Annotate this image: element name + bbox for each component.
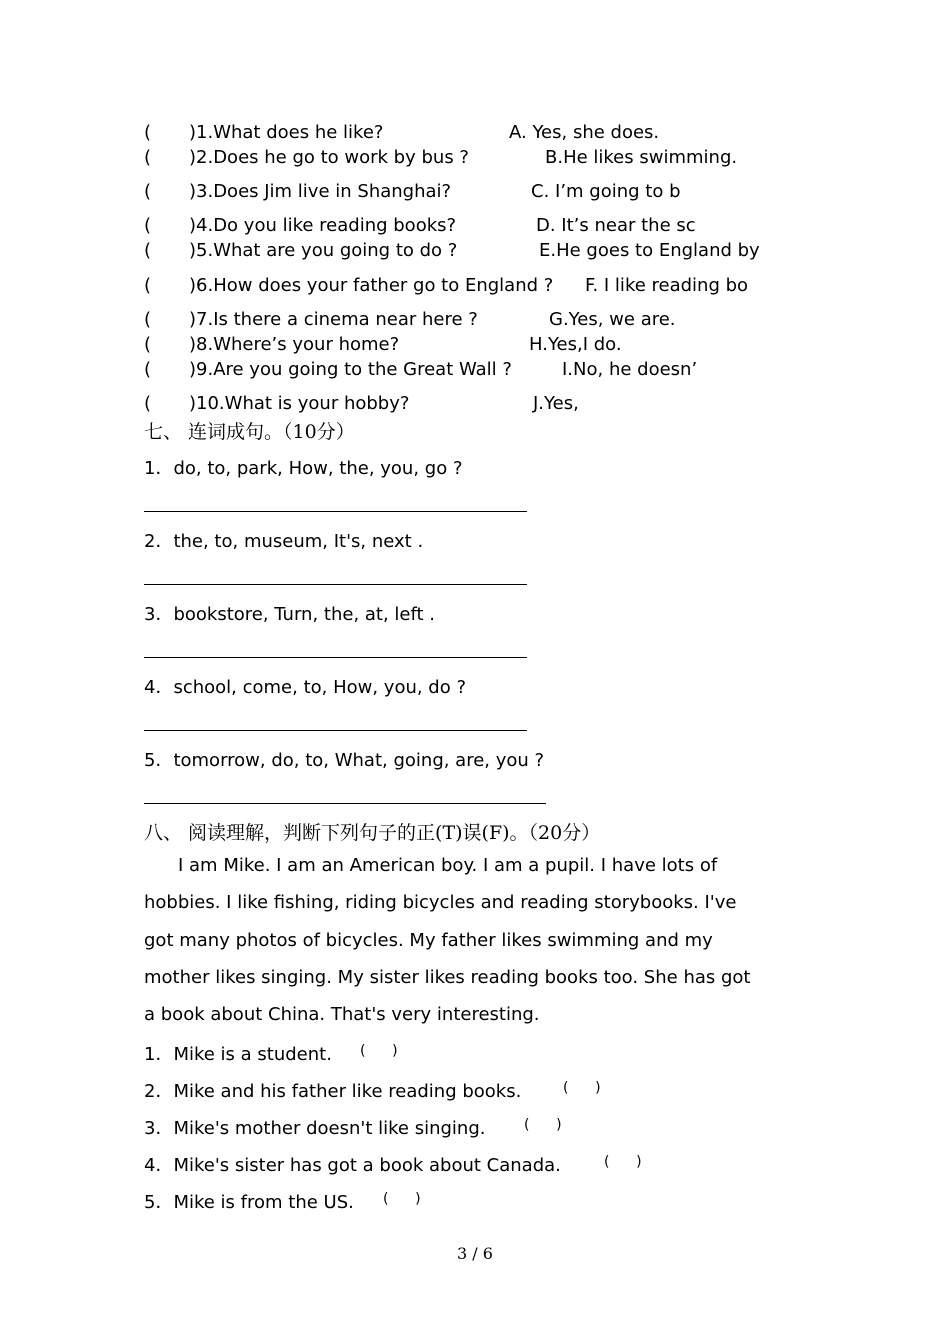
matching-answer: D. It’s near the sc (536, 215, 696, 236)
passage-line: a book about China. That's very interesting. (144, 1004, 540, 1025)
sentence-prompt: 2．the, to, museum, It's, next . (144, 531, 424, 552)
question-text: 5．Mike is from the US. (144, 1192, 354, 1213)
answer-paren[interactable]: ( (144, 240, 152, 261)
answer-paren[interactable]: ( (144, 393, 152, 414)
answer-line[interactable] (144, 584, 527, 585)
passage-line: got many photos of bicycles. My father likes swimming and my (144, 930, 713, 951)
answer-paren[interactable]: ( (144, 147, 152, 168)
passage-line: hobbies. I like fishing, riding bicycles and reading storybooks. I've (144, 892, 737, 913)
matching-answer: A. Yes, she does. (509, 122, 660, 143)
matching-question: )8.Where’s your home? (189, 334, 400, 355)
question-text: 2．Mike and his father like reading books. (144, 1081, 522, 1102)
sentence-prompt: 1．do, to, park, How, the, you, go ? (144, 458, 463, 479)
page-number: 3 / 6 (457, 1244, 493, 1263)
answer-paren[interactable]: ( (144, 309, 152, 330)
matching-answer: C. I’m going to b (531, 181, 681, 202)
matching-question: )10.What is your hobby? (189, 393, 410, 414)
question-text: 3．Mike's mother doesn't like singing. (144, 1118, 486, 1139)
answer-paren[interactable]: ( (144, 181, 152, 202)
answer-line[interactable] (144, 657, 527, 658)
matching-question: )7.Is there a cinema near here ? (189, 309, 478, 330)
matching-answer: G.Yes, we are. (549, 309, 676, 330)
matching-question: )1.What does he like? (189, 122, 384, 143)
answer-paren[interactable]: ( (144, 359, 152, 380)
question-text: 4．Mike's sister has got a book about Canada. (144, 1155, 561, 1176)
answer-line[interactable] (144, 803, 546, 804)
passage-line: I am Mike. I am an American boy. I am a pupil. I have lots of (178, 855, 718, 876)
answer-paren[interactable]: ( (144, 334, 152, 355)
matching-answer: F. I like reading bo (585, 275, 749, 296)
answer-line[interactable] (144, 511, 527, 512)
matching-question: )4.Do you like reading books? (189, 215, 457, 236)
question-text: 1．Mike is a student. (144, 1044, 332, 1065)
matching-answer: B.He likes swimming. (545, 147, 738, 168)
answer-paren[interactable]: ( (144, 122, 152, 143)
matching-answer: H.Yes,I do. (529, 334, 622, 355)
answer-paren[interactable]: ( (144, 215, 152, 236)
sentence-prompt: 5．tomorrow, do, to, What, going, are, you ? (144, 750, 545, 771)
answer-blank[interactable]: ( ) (383, 1191, 421, 1207)
answer-blank[interactable]: ( ) (604, 1154, 642, 1170)
answer-blank[interactable]: ( ) (524, 1117, 562, 1133)
answer-blank[interactable]: ( ) (360, 1043, 398, 1059)
section-heading: 七、 连词成句。（10分） (144, 421, 355, 443)
sentence-prompt: 4．school, come, to, How, you, do ? (144, 677, 467, 698)
matching-answer: E.He goes to England by (539, 240, 760, 261)
sentence-prompt: 3．bookstore, Turn, the, at, left . (144, 604, 436, 625)
matching-question: )3.Does Jim live in Shanghai? (189, 181, 452, 202)
matching-question: )5.What are you going to do ? (189, 240, 458, 261)
matching-question: )6.How does your father go to England ? (189, 275, 554, 296)
matching-answer: I.No, he doesn’ (562, 359, 698, 380)
section-heading: 八、 阅读理解，判断下列句子的正(T)误(F)。（20分） (144, 822, 601, 844)
answer-blank[interactable]: ( ) (563, 1080, 601, 1096)
matching-answer: J.Yes, (533, 393, 579, 414)
answer-paren[interactable]: ( (144, 275, 152, 296)
answer-line[interactable] (144, 730, 527, 731)
passage-line: mother likes singing. My sister likes reading books too. She has got (144, 967, 751, 988)
matching-question: )2.Does he go to work by bus ? (189, 147, 469, 168)
matching-question: )9.Are you going to the Great Wall ? (189, 359, 512, 380)
